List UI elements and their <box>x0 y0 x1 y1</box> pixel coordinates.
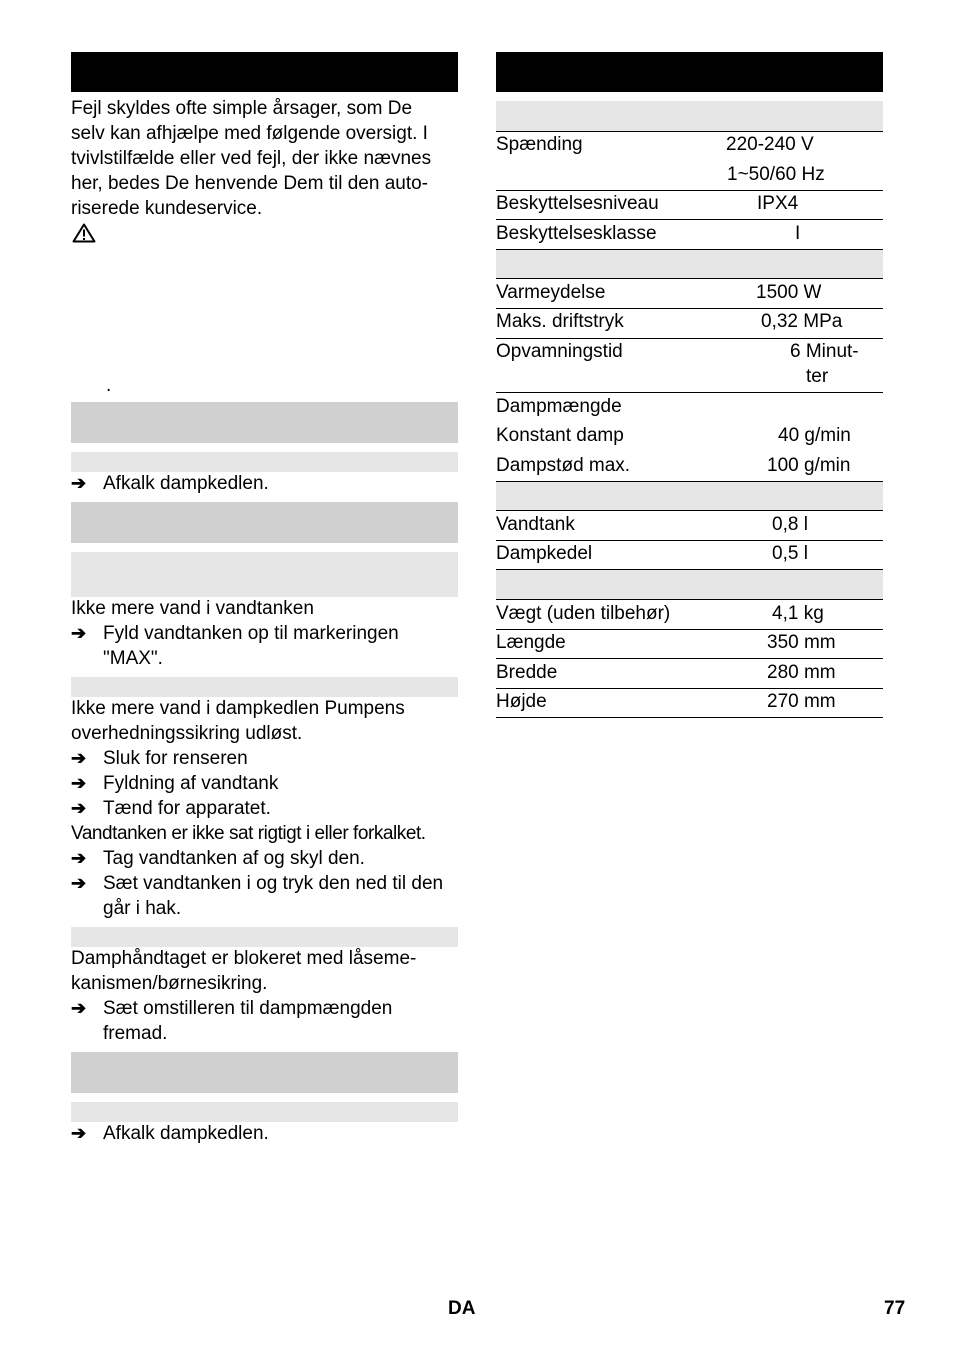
remedy-text: Sluk for renseren <box>103 748 248 769</box>
spec-value: 280 mm <box>767 662 836 683</box>
spec-group-header <box>496 570 883 600</box>
cause-heading-bar <box>71 452 458 472</box>
cause-heading-bar <box>71 677 458 697</box>
spec-value: 220-240 V <box>726 134 814 155</box>
cause-text: Ikke mere vand i vandtanken <box>71 598 314 619</box>
remedy-switch-off <box>71 746 248 771</box>
arrow-right-icon: ➔ <box>71 473 87 493</box>
remedy-text: Afkalk dampkedlen. <box>103 1123 269 1144</box>
cause-line: Damphåndtaget er blokeret med låseme- <box>71 948 417 969</box>
spec-label: Længde <box>496 632 566 653</box>
remedy-descale-2 <box>71 1121 269 1146</box>
page-number: 77 <box>884 1298 906 1319</box>
spec-row-height <box>496 689 883 718</box>
spec-value: 6 Minut- <box>790 341 859 362</box>
remedy-line: Fyld vandtanken op til markeringen <box>103 623 399 644</box>
section-header-bar-left <box>71 52 458 92</box>
arrow-right-icon: ➔ <box>71 873 87 893</box>
warning-triangle-icon <box>72 223 96 243</box>
fault-heading-bar <box>71 1052 458 1093</box>
spec-value: 40 g/min <box>778 425 851 446</box>
spec-label: Maks. driftstryk <box>496 311 624 332</box>
spec-label: Konstant damp <box>496 425 624 446</box>
spec-value: 100 g/min <box>767 455 851 476</box>
remedy-insert <box>71 871 471 919</box>
intro-line: tvivlstilfælde eller ved fejl, der ikke nævnes <box>71 148 432 169</box>
intro-line: selv kan afhjælpe med følgende oversigt. I <box>71 123 428 144</box>
remedy-fill <box>71 771 279 796</box>
cause-text <box>71 696 405 746</box>
arrow-right-icon: ➔ <box>71 998 87 1018</box>
spec-row-water-tank <box>496 511 883 541</box>
spec-row-weight <box>496 600 883 630</box>
remedy-text <box>103 871 443 921</box>
cause-heading-bar <box>71 927 458 947</box>
cause-heading-bar <box>71 552 458 597</box>
spec-label: Beskyttelsesklasse <box>496 223 657 244</box>
remedy-text: Tag vandtanken af og skyl den. <box>103 848 365 869</box>
spec-label: Højde <box>496 691 547 712</box>
spec-row-pressure <box>496 309 883 339</box>
remedy-line: fremad. <box>103 1023 168 1044</box>
arrow-right-icon: ➔ <box>71 773 87 793</box>
remedy-line: Sæt omstilleren til dampmængden <box>103 998 393 1019</box>
spec-label: Varmeydelse <box>496 282 606 303</box>
spec-value: 270 mm <box>767 691 836 712</box>
spec-label: Dampmængde <box>496 396 622 417</box>
spec-value: IPX4 <box>757 193 799 214</box>
intro-paragraph <box>71 96 471 221</box>
spec-group-header <box>496 101 883 132</box>
arrow-right-icon: ➔ <box>71 748 87 768</box>
cause-line: overhedningssikring udløst. <box>71 723 303 744</box>
remedy-line: "MAX". <box>103 648 163 669</box>
spec-label: Opvamningstid <box>496 341 623 362</box>
spec-label: Dampstød max. <box>496 455 631 476</box>
spec-label: Spænding <box>496 134 583 155</box>
remedy-text: Afkalk dampkedlen. <box>103 473 269 494</box>
remedy-rinse <box>71 846 365 871</box>
arrow-right-icon: ➔ <box>71 848 87 868</box>
remedy-line: Sæt vandtanken i og tryk den ned til den <box>103 873 444 894</box>
spec-row-protection-level <box>496 191 883 220</box>
spec-value: 0,5 l <box>772 543 808 564</box>
dot-text: . <box>106 375 112 396</box>
spec-label: Bredde <box>496 662 558 683</box>
spec-row-kettle <box>496 541 883 570</box>
spec-value: 4,1 kg <box>772 603 824 624</box>
remedy-descale-1 <box>71 471 269 496</box>
spec-value: 1~50/60 Hz <box>727 164 825 185</box>
arrow-right-icon: ➔ <box>71 798 87 818</box>
remedy-switch-on <box>71 796 271 821</box>
spec-value: 0,8 l <box>772 514 808 535</box>
cause-line: kanismen/børnesikring. <box>71 973 268 994</box>
arrow-right-icon: ➔ <box>71 1123 87 1143</box>
spec-row-length <box>496 630 883 659</box>
cause-text: Vandtanken er ikke sat rigtigt i eller forkalket. <box>71 823 426 844</box>
spec-label: Beskyttelsesniveau <box>496 193 659 214</box>
spec-group-header <box>496 482 883 511</box>
fault-heading-bar <box>71 502 458 543</box>
remedy-text: Fyldning af vandtank <box>103 773 279 794</box>
spec-row-protection-class <box>496 220 883 250</box>
remedy-line: går i hak. <box>103 898 182 919</box>
footer-language: DA <box>448 1298 476 1319</box>
spec-row-heatup <box>496 339 883 393</box>
intro-line: riserede kundeservice. <box>71 198 263 219</box>
spec-value: 350 mm <box>767 632 836 653</box>
spec-label: Dampkedel <box>496 543 593 564</box>
spec-group-header <box>496 250 883 279</box>
spec-row-steam <box>496 393 883 482</box>
arrow-right-icon: ➔ <box>71 623 87 643</box>
spec-row-width <box>496 659 883 689</box>
remedy-text: Tænd for apparatet. <box>103 798 271 819</box>
spec-row-heating <box>496 280 883 309</box>
intro-line: her, bedes De henvende Dem til den auto- <box>71 173 429 194</box>
spec-value: 1500 W <box>756 282 822 303</box>
fault-heading-bar <box>71 402 458 443</box>
intro-line: Fejl skyldes ofte simple årsager, som De <box>71 98 413 119</box>
spec-value: I <box>795 223 801 244</box>
remedy-text <box>103 996 392 1046</box>
spec-value: 0,32 MPa <box>761 311 843 332</box>
cause-line: Ikke mere vand i dampkedlen Pumpens <box>71 698 405 719</box>
remedy-text <box>103 621 399 671</box>
section-header-bar-right <box>496 52 883 92</box>
remedy-fill-tank <box>71 621 471 669</box>
cause-heading-bar <box>71 1102 458 1122</box>
spec-value: ter <box>806 366 829 387</box>
spec-row-voltage <box>496 132 883 191</box>
spec-label: Vægt (uden tilbehør) <box>496 603 671 624</box>
remedy-selector <box>71 996 471 1044</box>
spec-label: Vandtank <box>496 514 575 535</box>
cause-text <box>71 946 416 996</box>
